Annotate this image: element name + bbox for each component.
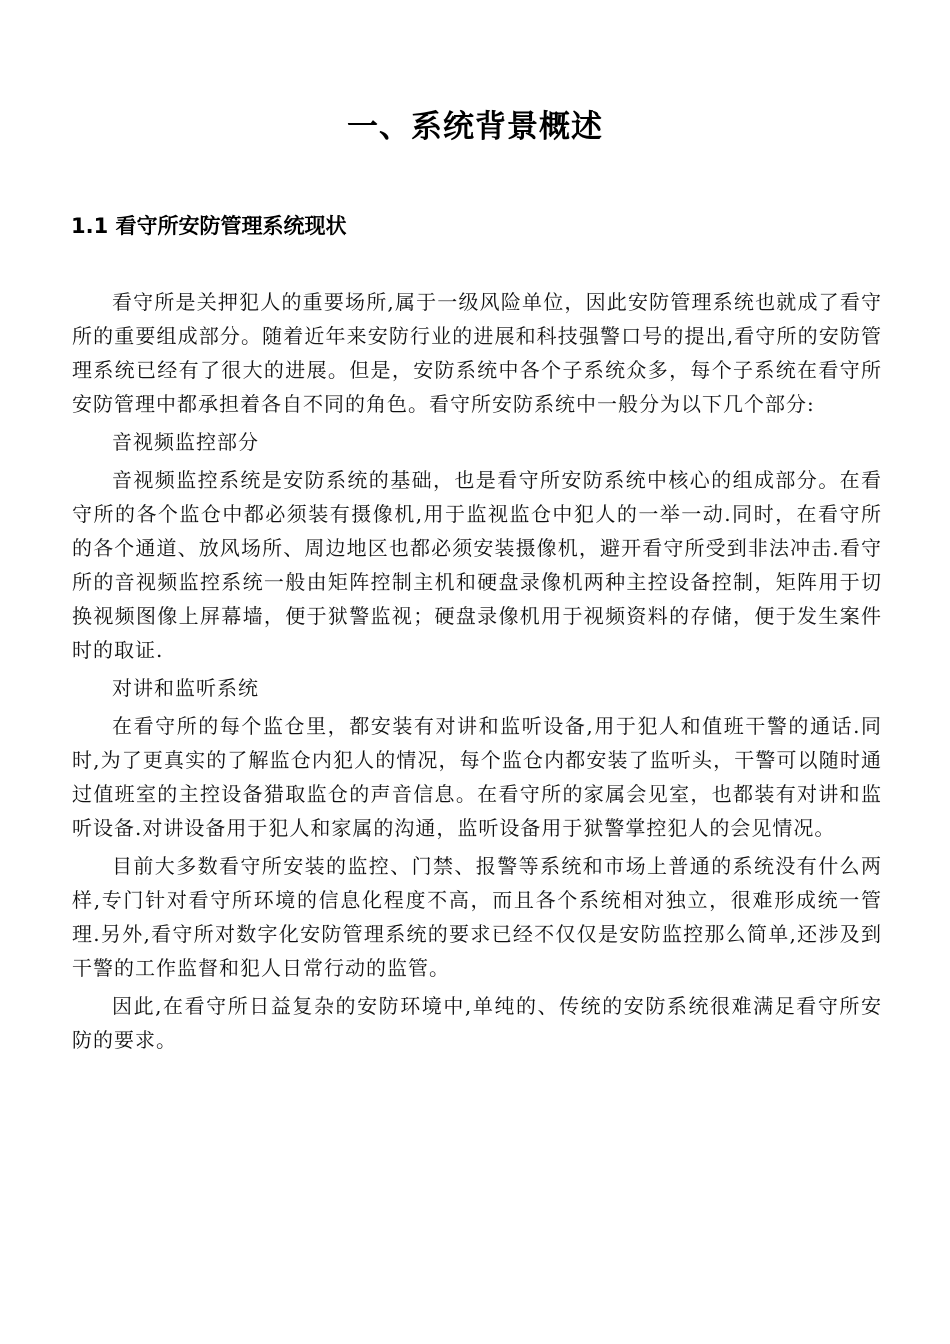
- document-body: [72, 285, 882, 1057]
- intercom-paragraph: 在看守所的每个监仓里，都安装有对讲和监听设备,用于犯人和值班干警的通话.同时,为了更真实的了解监仓内犯人的情况，每个监仓内都安装了监听头，干警可以随时通过值班室的主控设备猎取监仓的声音信息。在看守所的家属会见室，也都装有对讲和监听设备.对讲设备用于犯人和家属的沟通，监听设备用于狱警掌控犯人的会见情况。: [72, 714, 882, 840]
- conclusion-paragraph: 因此,在看守所日益复杂的安防环境中,单纯的、传统的安防系统很难满足看守所安防的要求。: [72, 994, 882, 1052]
- av-monitoring-subheading: 音视频监控部分: [112, 430, 259, 454]
- current-state-paragraph: 目前大多数看守所安装的监控、门禁、报警等系统和市场上普通的系统没有什么两样,专门针对看守所环境的信息化程度不高，而且各个系统相对独立，很难形成统一管理.另外,看守所对数字化安防管理系统的要求已经不仅仅是安防监控那么简单,还涉及到干警的工作监督和犯人日常行动的监管。: [72, 854, 882, 980]
- av-monitoring-paragraph: 音视频监控系统是安防系统的基础，也是看守所安防系统中核心的组成部分。在看守所的各个监仓中都必须装有摄像机,用于监视监仓中犯人的一举一动.同时，在看守所的各个通道、放风场所、周边地区也都必须安装摄像机，避开看守所受到非法冲击.看守所的音视频监控系统一般由矩阵控制主机和硬盘录像机两种主控设备控制，矩阵用于切换视频图像上屏幕墙，便于狱警监视；硬盘录像机用于视频资料的存储，便于发生案件时的取证.: [72, 468, 882, 662]
- intro-paragraph: 看守所是关押犯人的重要场所,属于一级风险单位，因此安防管理系统也就成了看守所的重要组成部分。随着近年来安防行业的进展和科技强警口号的提出,看守所的安防管理系统已经有了很大的进展。但是，安防系统中各个子系统众多，每个子系统在看守所安防管理中都承担着各自不同的角色。看守所安防系统中一般分为以下几个部分:: [72, 290, 882, 416]
- section-heading: 1.1 看守所安防管理系统现状: [71, 214, 347, 238]
- intercom-subheading: 对讲和监听系统: [112, 676, 259, 700]
- page-title: 一、系统背景概述: [347, 109, 603, 145]
